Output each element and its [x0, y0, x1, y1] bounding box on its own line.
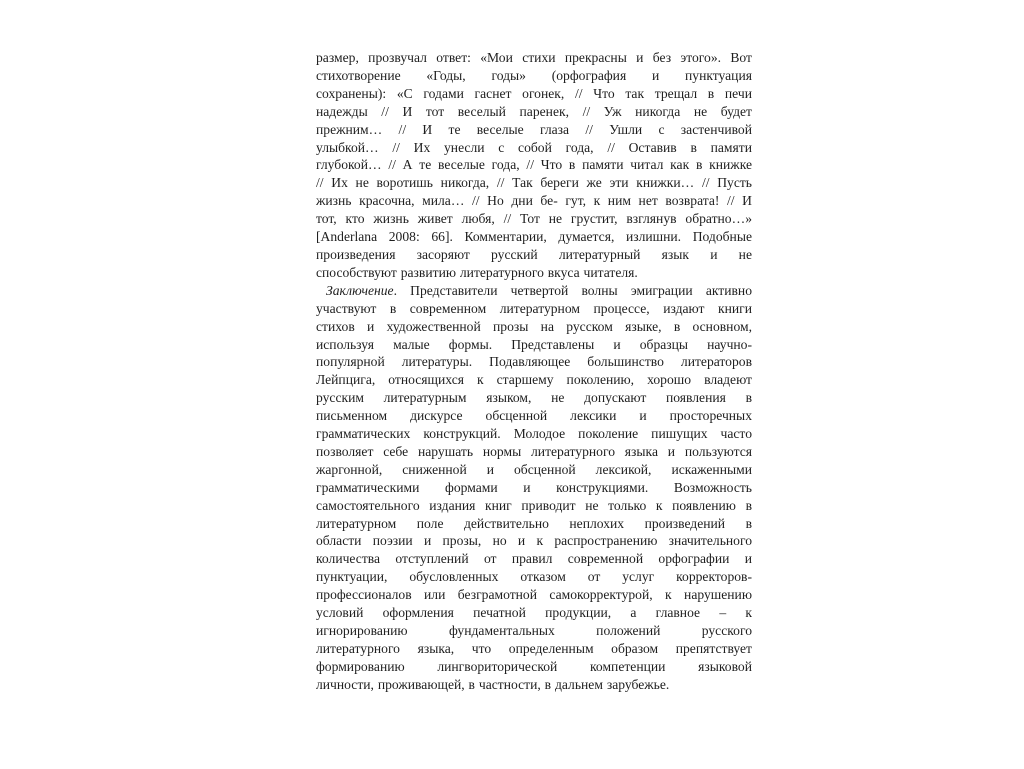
- text-line: прежним… // И те веселые глаза // Ушли с застенчивой: [316, 121, 752, 137]
- text-line: стихотворение «Годы, годы» (орфография и пунктуация: [316, 67, 752, 83]
- text-line: сохранены): «С годами гаснет огонек, // Что так трещал в печи: [316, 85, 752, 101]
- conclusion-first-line-text: . Представители четвертой волны эмиграции активно: [393, 282, 752, 298]
- text-line: надежды // И тот веселый паренек, // Уж никогда не будет: [316, 103, 752, 119]
- text-line: личности, проживающей, в частности, в дальнем зарубежье.: [316, 676, 670, 692]
- text-line: области поэзии и прозы, но и к распространению значительного: [316, 533, 752, 549]
- text-line: способствуют развитию литературного вкуса читателя.: [316, 264, 638, 280]
- text-line: [Anderlana 2008: 66]. Комментарии, думается, излишни. Подобные: [316, 229, 752, 245]
- text-line: игнорированию фундаментальных положений русского: [316, 623, 752, 638]
- text-line: позволяет себе нарушать нормы литературного языка и пользуются: [316, 443, 752, 459]
- text-line: самостоятельного издания книг приводит не только к появлению в: [316, 497, 752, 513]
- text-line: глубокой… // А те веселые года, // Что в памяти читал как в книжке: [316, 157, 752, 173]
- text-line: // Их не воротишь никогда, // Так береги же эти книжки… // Пусть: [316, 175, 752, 191]
- text-line: произведения засоряют русский литературный язык и не: [316, 246, 752, 262]
- text-line: количества отступлений от правил современной орфографии и: [316, 551, 752, 567]
- text-line: стихов и художественной прозы на русском языке, в основном,: [316, 318, 752, 334]
- text-line: условий оформления печатной продукции, а главное – к: [316, 605, 752, 621]
- text-line: письменном дискурсе обсценной лексики и просторечных: [316, 408, 752, 424]
- conclusion-label: Заключение: [326, 282, 394, 298]
- text-line: профессионалов или безграмотной самокорректурой, к нарушению: [316, 587, 752, 603]
- text-line: жаргонной, сниженной и обсценной лексикой, искаженными: [316, 461, 752, 477]
- text-line: популярной литературы. Подавляющее большинство литераторов: [316, 354, 752, 370]
- text-line: размер, прозвучал ответ: «Мои стихи прекрасны и без этого». Вот: [316, 50, 752, 65]
- text-line: используя малые формы. Представлены и образцы научно-: [316, 336, 752, 352]
- text-line: русским литературным языком, не допускают появления в: [316, 390, 752, 406]
- text-line: грамматических конструкций. Молодое поколение пишущих часто: [316, 426, 752, 442]
- text-line: участвуют в современном литературном процессе, издают книги: [316, 300, 752, 316]
- text-line: литературном поле действительно неплохих произведений в: [316, 515, 752, 531]
- text-line: жизнь красочна, мила… // Но дни бе- гут, к ним нет возврата! // И: [316, 193, 752, 209]
- document-text-block: [316, 49, 752, 694]
- text-line: литературного языка, что определенным образом препятствует: [316, 640, 752, 656]
- text-line: пунктуации, обусловленных отказом от услуг корректоров-: [316, 569, 752, 585]
- text-line: формированию лингвориторической компетенции языковой: [316, 658, 752, 674]
- text-line: грамматическими формами и конструкциями. Возможность: [316, 479, 752, 495]
- conclusion-first-line: [316, 282, 752, 300]
- text-line: улыбкой… // Их унесли с собой года, // Оставив в памяти: [316, 139, 752, 155]
- text-line: Лейпцига, относящихся к старшему поколению, хорошо владеют: [316, 372, 752, 388]
- text-line: тот, кто жизнь живет любя, // Тот не грустит, взглянув обратно…»: [316, 211, 752, 227]
